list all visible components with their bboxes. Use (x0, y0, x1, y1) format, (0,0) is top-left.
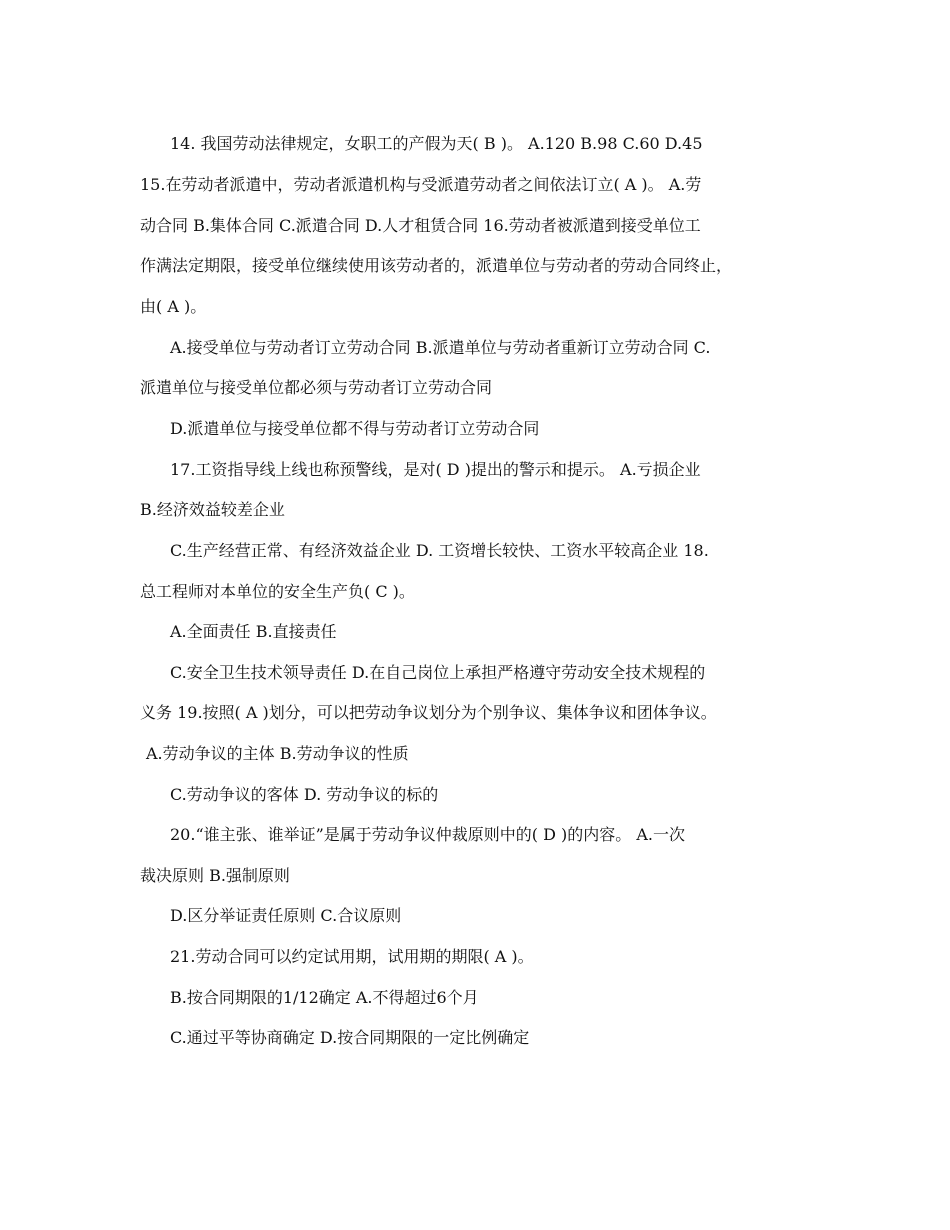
text-line-q18-options-cd: C.安全卫生技术领导责任 D.在自己岗位上承担严格遵守劳动安全技术规程的 (170, 663, 706, 682)
text-line-q20-options-dc: D.区分举证责任原则 C.合议原则 (170, 906, 402, 925)
text-line-q17-options-cd: C.生产经营正常、有经济效益企业 D. 工资增长较快、工资水平较高企业 18. (170, 541, 709, 560)
text-line-q20-options-ab: 裁决原则 B.强制原则 (140, 866, 290, 885)
text-line-q16: 作满法定期限，接受单位继续使用该劳动者的，派遣单位与劳动者的劳动合同终止， (140, 256, 733, 275)
text-line-q19-options-cd: C.劳动争议的客体 D. 劳动争议的标的 (170, 785, 439, 804)
text-line-q21: 21.劳动合同可以约定试用期，试用期的期限( A )。 (170, 947, 534, 966)
text-line-q21-options-cd: C.通过平等协商确定 D.按合同期限的一定比例确定 (170, 1028, 530, 1047)
text-line-q16-options-ab: A.接受单位与劳动者订立劳动合同 B.派遣单位与劳动者重新订立劳动合同 C. (170, 338, 711, 357)
text-line-q19: 义务 19.按照( A )划分，可以把劳动争议划分为个别争议、集体争议和团体争议。 (140, 703, 717, 722)
text-line-q16-option-d: D.派遣单位与接受单位都不得与劳动者订立劳动合同 (170, 419, 540, 438)
text-line-q18-options-ab: A.全面责任 B.直接责任 (170, 622, 337, 641)
text-line-q17-option-b: B.经济效益较差企业 (140, 500, 285, 519)
text-line-q14: 14. 我国劳动法律规定，女职工的产假为天( B )。 A.120 B.98 C.60 D.45 (170, 134, 703, 153)
text-line-q16-end: 由( A )。 (140, 297, 207, 316)
text-line-q17: 17.工资指导线上线也称预警线，是对( D )提出的警示和提示。 A.亏损企业 (170, 460, 701, 479)
text-line-q15-options: 动合同 B.集体合同 C.派遣合同 D.人才租赁合同 16.劳动者被派遣到接受单位工 (140, 216, 701, 235)
text-line-q19-options-ab: A.劳动争议的主体 B.劳动争议的性质 (146, 744, 409, 763)
text-line-q16-option-c: 派遣单位与接受单位都必须与劳动者订立劳动合同 (140, 378, 493, 397)
text-line-q20: 20.“谁主张、谁举证”是属于劳动争议仲裁原则中的( D )的内容。 A.一次 (170, 825, 686, 844)
text-line-q18: 总工程师对本单位的安全生产负( C )。 (140, 582, 415, 601)
text-line-q15: 15.在劳动者派遣中，劳动者派遣机构与受派遣劳动者之间依法订立( A )。 A.劳 (140, 175, 702, 194)
text-line-q21-options-ba: B.按合同期限的1/12确定 A.不得超过6个月 (170, 988, 479, 1007)
